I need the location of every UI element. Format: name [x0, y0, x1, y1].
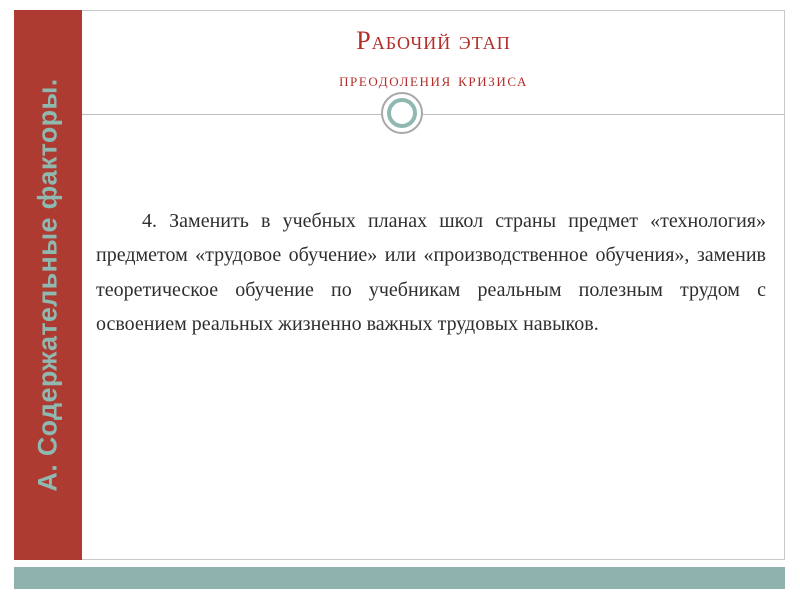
- ring-ornament-inner: [387, 98, 417, 128]
- side-title: А. Содержательные факторы.: [32, 78, 63, 492]
- slide-subtitle: преодоления кризиса: [339, 70, 528, 91]
- footer-bar: [14, 567, 785, 589]
- ring-ornament-icon: [381, 92, 423, 134]
- body-content: [96, 204, 766, 342]
- title-divider: [82, 114, 785, 115]
- body-paragraph: 4. Заменить в учебных планах школ страны предмет «технология» предметом «трудовое обучение» или «производственное обучения», заменив теоретическое обучение по учебникам реальным полезным трудом с освоением реальных жизненно важных трудовых навыков.: [96, 210, 766, 336]
- slide-title: Рабочий этап: [356, 26, 511, 55]
